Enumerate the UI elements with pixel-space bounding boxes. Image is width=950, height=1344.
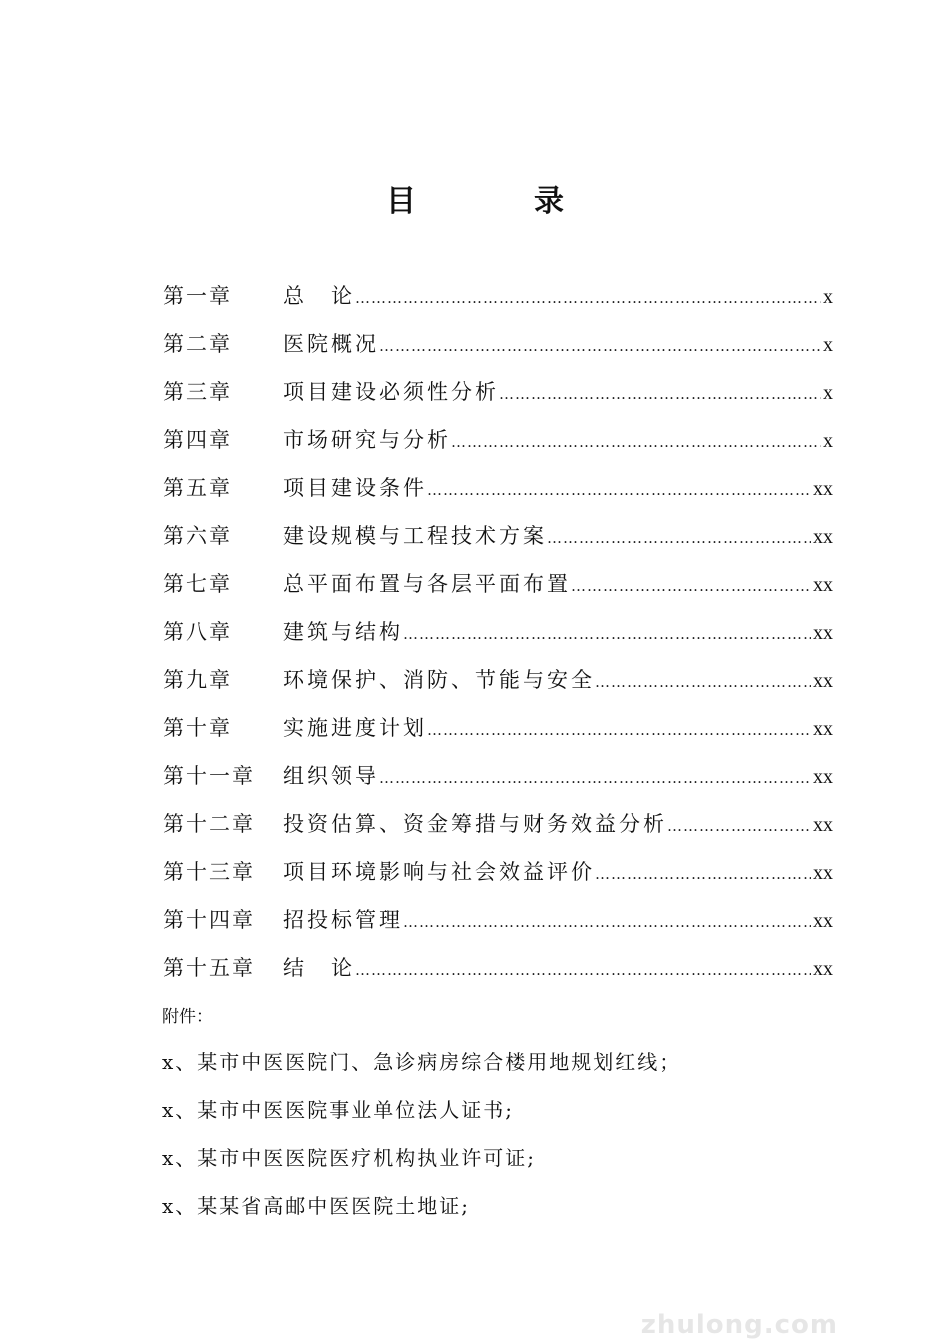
toc-page-number: x — [823, 382, 833, 404]
toc-page-number: xx — [813, 862, 833, 884]
toc-page-number: xx — [813, 622, 833, 644]
toc-row-5[interactable] — [163, 468, 833, 516]
toc-page-number: xx — [813, 814, 833, 836]
toc-title: 项目建设条件 — [283, 476, 427, 500]
toc-leader-dots — [451, 422, 821, 462]
toc-leader-dots — [355, 950, 811, 990]
toc-page-number: x — [823, 430, 833, 452]
toc-chapter: 第五章 — [163, 476, 232, 500]
toc-title: 招投标管理 — [283, 908, 403, 932]
appendix-list — [162, 1040, 862, 1232]
table-of-contents — [163, 276, 833, 996]
toc-title: 组织领导 — [283, 764, 379, 788]
toc-leader-dots — [379, 326, 821, 366]
toc-title: 市场研究与分析 — [283, 428, 451, 452]
toc-chapter: 第十五章 — [163, 956, 255, 980]
toc-page-number: x — [823, 286, 833, 308]
toc-chapter: 第一章 — [163, 284, 232, 308]
appendix-item: x、某市中医医院门、急诊病房综合楼用地规划红线； — [162, 1050, 682, 1074]
toc-title: 项目环境影响与社会效益评价 — [283, 860, 595, 884]
toc-leader-dots — [499, 374, 821, 414]
toc-page-number: xx — [813, 718, 833, 740]
toc-row-14[interactable] — [163, 900, 833, 948]
toc-page-number: x — [823, 334, 833, 356]
toc-page-number: xx — [813, 766, 833, 788]
page-title: 目 录 — [386, 184, 608, 219]
toc-page-number: xx — [813, 958, 833, 980]
toc-row-13[interactable] — [163, 852, 833, 900]
toc-leader-dots — [427, 470, 811, 510]
toc-title: 项目建设必须性分析 — [283, 380, 499, 404]
toc-leader-dots — [571, 566, 811, 606]
toc-chapter: 第四章 — [163, 428, 232, 452]
toc-leader-dots — [427, 710, 811, 750]
toc-leader-dots — [355, 278, 821, 318]
toc-chapter: 第十章 — [163, 716, 232, 740]
appendix-item: x、某市中医医院医疗机构执业许可证; — [162, 1146, 537, 1170]
toc-chapter: 第十二章 — [163, 812, 255, 836]
toc-leader-dots — [547, 518, 811, 558]
toc-row-12[interactable] — [163, 804, 833, 852]
toc-chapter: 第九章 — [163, 668, 232, 692]
toc-leader-dots — [667, 806, 811, 846]
watermark: zhulong.com — [640, 1310, 838, 1340]
toc-leader-dots — [403, 902, 811, 942]
toc-chapter: 第十一章 — [163, 764, 255, 788]
appendix-label: 附件： — [162, 1007, 213, 1027]
toc-chapter: 第三章 — [163, 380, 232, 404]
toc-chapter: 第二章 — [163, 332, 232, 356]
toc-leader-dots — [379, 758, 811, 798]
appendix-item: x、某某省高邮中医医院土地证; — [162, 1194, 471, 1218]
toc-chapter: 第六章 — [163, 524, 232, 548]
toc-chapter: 第七章 — [163, 572, 232, 596]
toc-page-number: xx — [813, 478, 833, 500]
toc-title: 实施进度计划 — [283, 716, 427, 740]
toc-leader-dots — [595, 854, 811, 894]
toc-page-number: xx — [813, 670, 833, 692]
toc-row-11[interactable] — [163, 756, 833, 804]
toc-row-10[interactable] — [163, 708, 833, 756]
toc-leader-dots — [403, 614, 811, 654]
toc-row-9[interactable] — [163, 660, 833, 708]
toc-row-6[interactable] — [163, 516, 833, 564]
toc-title: 总平面布置与各层平面布置 — [283, 572, 571, 596]
toc-title: 建设规模与工程技术方案 — [283, 524, 547, 548]
toc-row-3[interactable] — [163, 372, 833, 420]
appendix-item: x、某市中医医院事业单位法人证书; — [162, 1098, 515, 1122]
toc-page-number: xx — [813, 910, 833, 932]
toc-row-2[interactable] — [163, 324, 833, 372]
toc-row-7[interactable] — [163, 564, 833, 612]
toc-row-1[interactable] — [163, 276, 833, 324]
toc-title: 环境保护、消防、节能与安全 — [283, 668, 595, 692]
toc-chapter: 第十四章 — [163, 908, 255, 932]
toc-row-4[interactable] — [163, 420, 833, 468]
toc-title: 医院概况 — [283, 332, 379, 356]
toc-title: 结 论 — [283, 956, 355, 980]
toc-page-number: xx — [813, 574, 833, 596]
toc-title: 总 论 — [283, 284, 355, 308]
toc-page-number: xx — [813, 526, 833, 548]
toc-row-8[interactable] — [163, 612, 833, 660]
toc-title: 投资估算、资金筹措与财务效益分析 — [283, 812, 667, 836]
toc-chapter: 第十三章 — [163, 860, 255, 884]
toc-chapter: 第八章 — [163, 620, 232, 644]
toc-row-15[interactable] — [163, 948, 833, 996]
toc-leader-dots — [595, 662, 811, 702]
toc-title: 建筑与结构 — [283, 620, 403, 644]
